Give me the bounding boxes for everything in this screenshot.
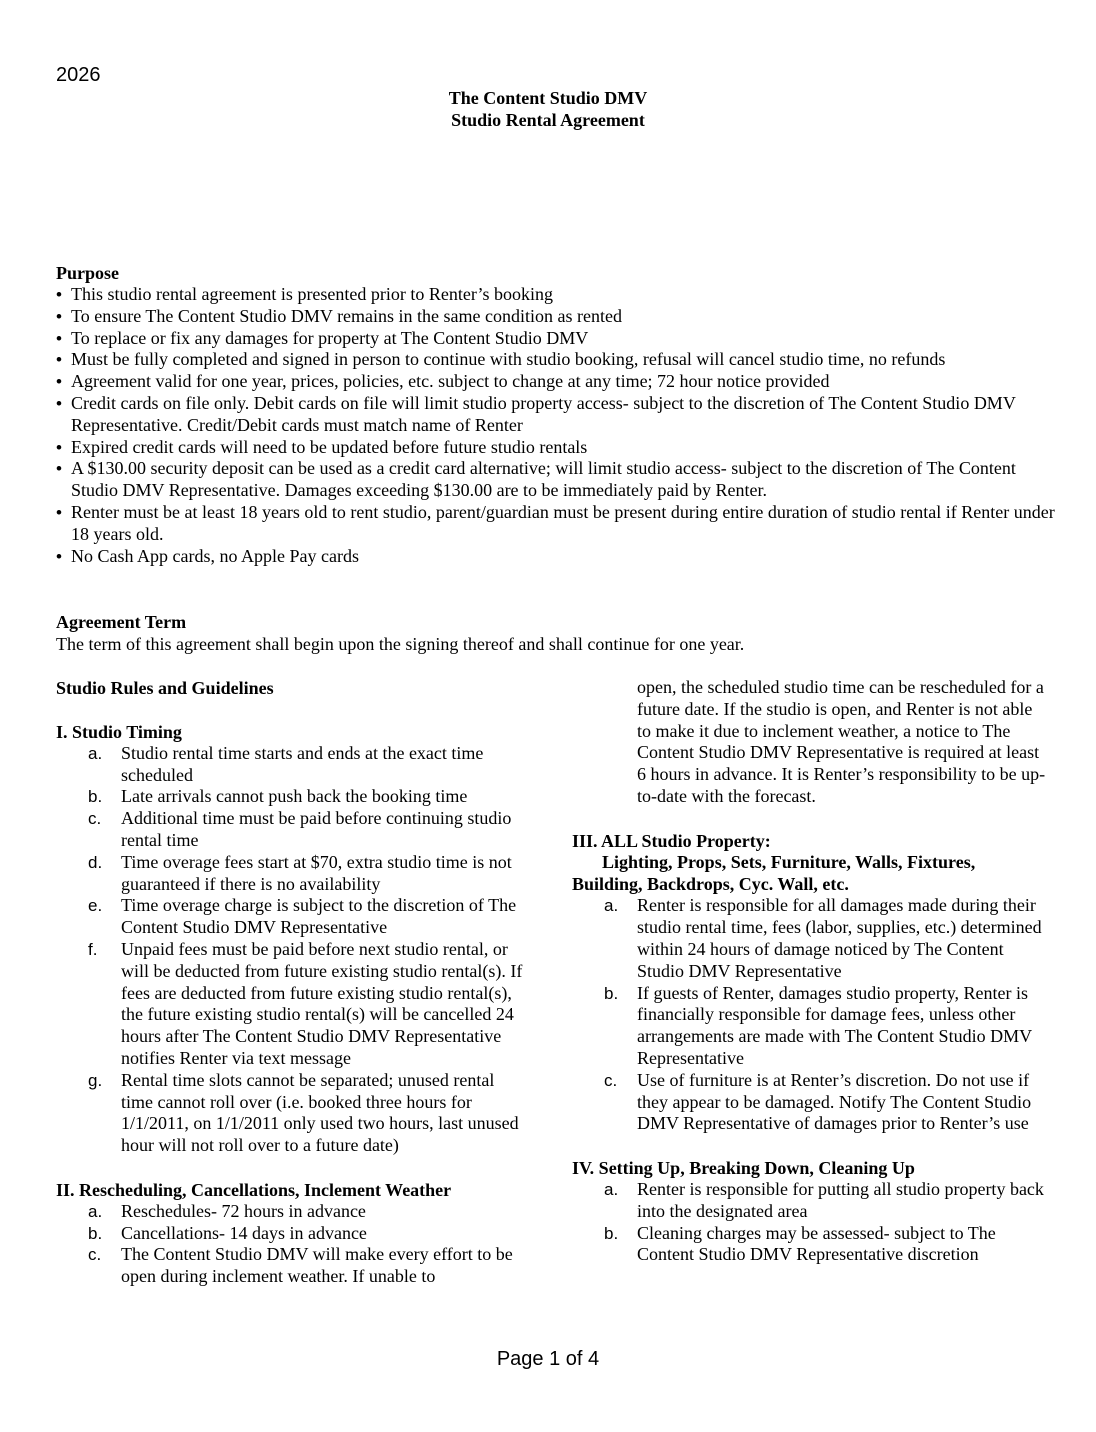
rescheduling-item (56, 1223, 526, 1245)
property-subheading-continued: Building, Backdrops, Cyc. Wall, etc. (572, 874, 849, 895)
purpose-item (56, 284, 1056, 306)
timing-item (56, 852, 526, 896)
rescheduling-list (56, 1201, 526, 1288)
bullet-icon: • (56, 372, 62, 392)
rules-left-column (56, 677, 526, 1288)
list-letter: a. (88, 743, 103, 763)
timing-item-text: Time overage fees start at $70, extra studio time is not guaranteed if there is no availability (121, 851, 512, 894)
bullet-icon: • (56, 393, 62, 413)
timing-item (56, 808, 526, 852)
document-title: The Content Studio DMV (448, 88, 648, 108)
purpose-item (56, 306, 1056, 328)
rescheduling-heading: II. Rescheduling, Cancellations, Inclement Weather (56, 1179, 452, 1200)
bullet-icon: • (56, 546, 62, 566)
property-item-text: Renter is responsible for all damages made during their studio rental time, fees (labor, supplies, etc.) determined within 24 hours of damage noticed by The Content Studio DMV Representative (637, 895, 1042, 981)
agreement-term-heading: Agreement Term (56, 612, 187, 632)
timing-list (56, 743, 526, 1157)
timing-item (56, 743, 526, 787)
timing-item-text: Rental time slots cannot be separated; unused rental time cannot roll over (i.e. booked three hours for 1/1/2011, on 1/1/2011 only used two hours, last unused hour will not roll over to a future date) (121, 1069, 519, 1156)
purpose-item (56, 371, 1056, 393)
property-item (572, 983, 1048, 1070)
rescheduling-item-text: The Content Studio DMV will make every effort to be open during inclement weather. If unable to (121, 1244, 513, 1287)
page-number: Page 1 of 4 (496, 1348, 600, 1370)
purpose-item-text: Agreement valid for one year, prices, policies, etc. subject to change at any time; 72 hour notice provided (71, 371, 830, 392)
property-heading: III. ALL Studio Property: (572, 830, 771, 851)
purpose-item (56, 502, 1056, 546)
timing-item-text: Unpaid fees must be paid before next studio rental, or will be deducted from future existing studio rental(s). If fees are deducted from future existing studio rental(s), the future existing studio rental(s) will be cancelled 24 hours after The Content Studio DMV Representative notifies Renter via text message (121, 938, 523, 1068)
list-letter: b. (604, 1223, 619, 1243)
list-letter: a. (88, 1201, 103, 1221)
timing-heading: I. Studio Timing (56, 721, 182, 742)
purpose-item (56, 328, 1056, 350)
rescheduling-continuation: open, the scheduled studio time can be rescheduled for a future date. If the studio is open, and Renter is not able to make it due to inclement weather, a notice to The Content Studio DMV Representative is required at least 6 hours in advance. It is Renter’s responsibility to be up-to-date with the forecast. (637, 677, 1046, 806)
rescheduling-item (56, 1244, 526, 1288)
purpose-item (56, 393, 1056, 437)
setup-heading: IV. Setting Up, Breaking Down, Cleaning Up (572, 1157, 915, 1178)
rules-heading: Studio Rules and Guidelines (56, 678, 274, 698)
setup-item (572, 1179, 1048, 1223)
list-letter: d. (88, 852, 103, 872)
purpose-item (56, 349, 1056, 371)
timing-item (56, 1070, 526, 1157)
rescheduling-item-text: Cancellations- 14 days in advance (121, 1222, 367, 1243)
property-item (572, 895, 1048, 982)
timing-item (56, 939, 526, 1070)
purpose-heading: Purpose (56, 263, 119, 283)
property-item-text: If guests of Renter, damages studio property, Renter is financially responsible for damage fees, unless other arrangements are made with The Content Studio DMV Representative (637, 982, 1032, 1068)
list-letter: c. (88, 1245, 102, 1265)
rescheduling-item-text: Reschedules- 72 hours in advance (121, 1200, 366, 1221)
list-letter: b. (604, 983, 619, 1003)
document-subtitle: Studio Rental Agreement (451, 110, 645, 130)
list-letter: c. (88, 809, 102, 829)
purpose-item (56, 437, 1056, 459)
bullet-icon: • (56, 350, 62, 370)
list-letter: f. (88, 939, 98, 959)
timing-item-text: Additional time must be paid before continuing studio rental time (121, 808, 512, 850)
document-year: 2026 (56, 64, 101, 86)
agreement-term-section (56, 611, 1056, 655)
bullet-icon: • (56, 459, 62, 479)
timing-item-text: Studio rental time starts and ends at the exact time scheduled (121, 742, 484, 785)
rescheduling-item (56, 1201, 526, 1223)
setup-list (572, 1179, 1048, 1266)
bullet-icon: • (56, 502, 62, 522)
list-letter: a. (604, 1179, 619, 1199)
timing-item-text: Time overage charge is subject to the discretion of The Content Studio DMV Representative (121, 895, 517, 938)
list-letter: b. (88, 1223, 103, 1243)
rules-right-column (572, 677, 1048, 1266)
timing-item (56, 786, 526, 808)
bullet-icon: • (56, 437, 62, 457)
setup-item (572, 1223, 1048, 1267)
property-subheading: Lighting, Props, Sets, Furniture, Walls, Fixtures, (602, 851, 976, 872)
purpose-item-text: To replace or fix any damages for property at The Content Studio DMV (71, 327, 589, 348)
purpose-item (56, 546, 1056, 568)
purpose-section (56, 262, 1056, 567)
setup-item-text: Renter is responsible for putting all studio property back into the designated area (637, 1178, 1044, 1221)
setup-item-text: Cleaning charges may be assessed- subject to The Content Studio DMV Representative discretion (637, 1222, 996, 1265)
purpose-item-text: A $130.00 security deposit can be used as a credit card alternative; will limit studio access- subject to the discretion of The Content Studio DMV Representative. Damages exceeding $130.00 are to be immediately paid by Renter. (71, 458, 1016, 501)
bullet-icon: • (56, 328, 62, 348)
property-item (572, 1070, 1048, 1135)
bullet-icon: • (56, 285, 62, 304)
timing-item-text: Late arrivals cannot push back the booking time (121, 786, 468, 807)
purpose-item-text: To ensure The Content Studio DMV remains in the same condition as rented (71, 305, 622, 326)
list-letter: e. (88, 896, 103, 916)
purpose-item (56, 458, 1056, 502)
purpose-item-text: Credit cards on file only. Debit cards on file will limit studio property access- subject to the discretion of The Content Studio DMV Representative. Credit/Debit cards must match name of Renter (71, 392, 1016, 435)
list-letter: c. (604, 1070, 618, 1090)
list-letter: b. (88, 787, 103, 807)
list-letter: g. (88, 1070, 103, 1090)
purpose-item-text: Renter must be at least 18 years old to rent studio, parent/guardian must be present during entire duration of studio rental if Renter under 18 years old. (71, 501, 1055, 544)
purpose-item-text: No Cash App cards, no Apple Pay cards (71, 545, 359, 566)
bullet-icon: • (56, 306, 62, 326)
agreement-term-text: The term of this agreement shall begin upon the signing thereof and shall continue for one year. (56, 634, 745, 654)
purpose-item-text: Must be fully completed and signed in person to continue with studio booking, refusal will cancel studio time, no refunds (71, 349, 946, 370)
purpose-item-text: Expired credit cards will need to be updated before future studio rentals (71, 436, 588, 457)
property-list (572, 895, 1048, 1135)
property-item-text: Use of furniture is at Renter’s discretion. Do not use if they appear to be damaged. Notify The Content Studio DMV Representative of damages prior to Renter’s use (637, 1069, 1032, 1134)
purpose-list (56, 284, 1056, 567)
list-letter: a. (604, 896, 619, 916)
timing-item (56, 895, 526, 939)
purpose-item-text: This studio rental agreement is presented prior to Renter’s booking (71, 284, 554, 304)
